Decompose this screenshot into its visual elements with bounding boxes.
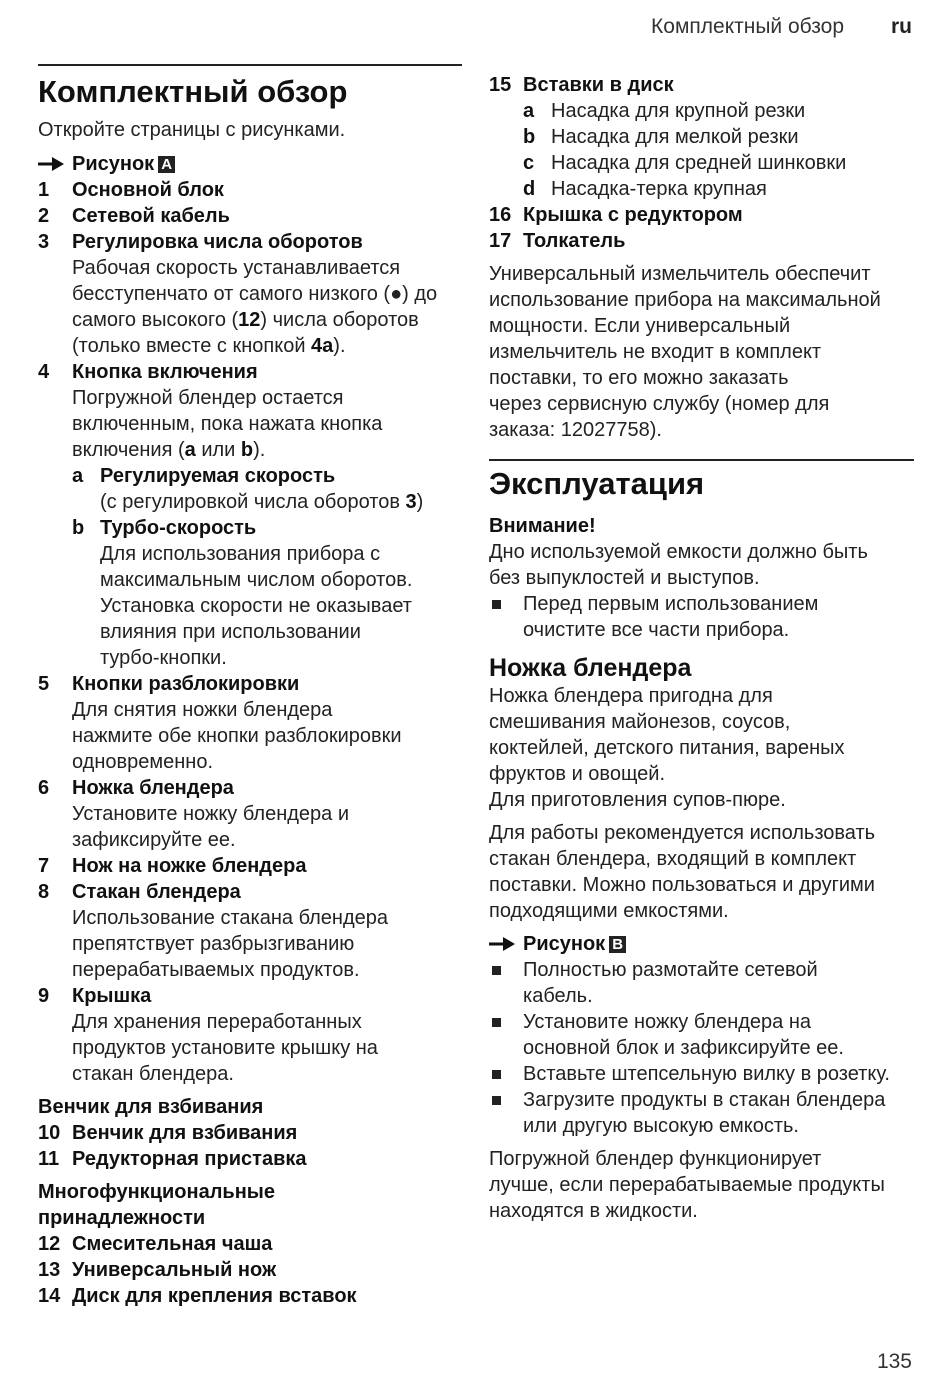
figure-label: Рисунок xyxy=(523,933,606,955)
item-label: Нож на ножке блендера xyxy=(72,855,307,877)
list-item xyxy=(489,202,914,228)
item-description: Установите ножку блендера и xyxy=(72,803,350,825)
item-label: Крышка с редуктором xyxy=(523,204,743,226)
running-header-title: Комплектный обзор xyxy=(651,15,844,38)
paragraph-line: стакан блендера, входящий в комплект xyxy=(489,848,857,870)
page-number: 135 xyxy=(876,1350,912,1373)
sub-description: Для использования прибора с xyxy=(100,543,381,565)
paragraph-line: Универсальный измельчитель обеспечит xyxy=(489,263,871,285)
section-rule xyxy=(38,64,462,66)
item-label: Основной блок xyxy=(72,179,224,201)
section-title-operation: Эксплуатация xyxy=(489,466,705,501)
item-label: Редукторная приставка xyxy=(72,1148,307,1170)
subsection-heading: Венчик для взбивания xyxy=(38,1096,264,1118)
section-title: Комплектный обзор xyxy=(38,74,348,109)
item-label: Толкатель xyxy=(523,230,626,252)
list-item xyxy=(38,177,462,203)
bullet-item: Вставьте штепсельную вилку в розетку. xyxy=(489,1061,914,1087)
sub-description: влияния при использовании xyxy=(100,621,361,643)
item-description: включенным, пока нажата кнопка xyxy=(72,413,383,435)
item-number: 4 xyxy=(38,361,50,383)
bullet-item: Полностью размотайте сетевой кабель. xyxy=(489,957,914,1009)
list-item xyxy=(38,775,462,801)
item-label: Кнопка включения xyxy=(72,361,258,383)
final-paragraph xyxy=(489,1146,914,1224)
sub-label: Насадка-терка крупная xyxy=(551,178,767,200)
list-item xyxy=(38,1257,462,1283)
item-number: 11 xyxy=(38,1148,60,1170)
item-number: 7 xyxy=(38,855,50,877)
paragraph-line: Ножка блендера пригодна для xyxy=(489,685,773,707)
item-number: 3 xyxy=(38,231,50,253)
sub-label: Насадка для крупной резки xyxy=(551,100,806,122)
bullet-item: Установите ножку блендера на основной блок и зафиксируйте ее. xyxy=(489,1009,914,1061)
sub-label: Насадка для средней шинковки xyxy=(551,152,847,174)
paragraph-line: подходящими емкостями. xyxy=(489,900,729,922)
sub-label: Регулируемая скорость xyxy=(100,465,336,487)
item-label: Кнопки разблокировки xyxy=(72,673,300,695)
item-number: 17 xyxy=(489,230,512,252)
figure-letter-badge: B xyxy=(609,936,626,953)
paragraph-line: находятся в жидкости. xyxy=(489,1200,698,1222)
paragraph-line: Погружной блендер функционирует xyxy=(489,1148,822,1170)
item-description: Для хранения переработанных xyxy=(72,1011,362,1033)
list-item xyxy=(38,1120,462,1146)
item-label: Вставки в диск xyxy=(523,74,674,96)
item-description: одновременно. xyxy=(72,751,214,773)
paragraph-line: смешивания майонезов, соусов, xyxy=(489,711,791,733)
list-item xyxy=(38,1283,462,1309)
item-number: 13 xyxy=(38,1259,61,1281)
sub-letter: d xyxy=(523,178,536,200)
list-item xyxy=(38,853,462,879)
sub-item xyxy=(523,98,914,124)
item-description: нажмите обе кнопки разблокировки xyxy=(72,725,402,747)
sub-description: турбо-кнопки. xyxy=(100,647,227,669)
paragraph-line: через сервисную службу (номер для xyxy=(489,393,830,415)
sub-letter: a xyxy=(523,100,535,122)
sub-letter: c xyxy=(523,152,535,174)
item-description: Погружной блендер остается xyxy=(72,387,344,409)
paragraph-line: фруктов и овощей. xyxy=(489,763,666,785)
sub-label: Турбо-скорость xyxy=(100,517,257,539)
item-description: Использование стакана блендера xyxy=(72,907,388,929)
item-description: Для снятия ножки блендера xyxy=(72,699,333,721)
universal-chopper-paragraph xyxy=(489,261,914,443)
list-item xyxy=(38,879,462,905)
item-number: 8 xyxy=(38,881,50,903)
subsection-title-blender: Ножка блендера xyxy=(489,654,692,682)
item-number: 9 xyxy=(38,985,50,1007)
item-description: включения (a или b). xyxy=(72,439,266,461)
item-label: Венчик для взбивания xyxy=(72,1122,298,1144)
attention-text: без выпуклостей и выступов. xyxy=(489,567,760,589)
sub-item xyxy=(523,124,914,150)
paragraph-line: коктейлей, детского питания, вареных xyxy=(489,737,845,759)
item-label: Смесительная чаша xyxy=(72,1233,273,1255)
item-description: продуктов установите крышку на xyxy=(72,1037,378,1059)
language-code: ru xyxy=(891,15,912,38)
paragraph-line: Для приготовления супов-пюре. xyxy=(489,789,786,811)
list-item xyxy=(38,359,462,385)
sub-item xyxy=(523,150,914,176)
paragraph-line: измельчитель не входит в комплект xyxy=(489,341,822,363)
item-label: Ножка блендера xyxy=(72,777,234,799)
square-bullet-icon xyxy=(492,600,501,609)
item-number: 14 xyxy=(38,1285,61,1307)
figure-reference-a xyxy=(38,151,462,177)
paragraph-line: заказа: 12027758). xyxy=(489,419,662,441)
item-description: препятствует разбрызгиванию xyxy=(72,933,355,955)
left-column xyxy=(38,0,462,1309)
arrow-right-icon xyxy=(489,937,515,951)
item-label: Диск для крепления вставок xyxy=(72,1285,357,1307)
paragraph-line: поставки, то его можно заказать xyxy=(489,367,789,389)
list-item xyxy=(38,203,462,229)
item-label: Крышка xyxy=(72,985,152,1007)
sub-letter: b xyxy=(72,517,85,539)
sub-item xyxy=(72,463,462,489)
square-bullet-icon xyxy=(492,1018,501,1027)
arrow-right-icon xyxy=(38,157,64,171)
subsection-heading: Многофункциональные xyxy=(38,1181,275,1203)
item-number: 16 xyxy=(489,204,512,226)
sub-letter: a xyxy=(72,465,84,487)
item-number: 15 xyxy=(489,74,512,96)
list-item xyxy=(38,229,462,255)
bullet-item: Загрузите продукты в стакан блендера или другую высокую емкость. xyxy=(489,1087,914,1139)
item-description: Рабочая скорость устанавливается xyxy=(72,257,401,279)
square-bullet-icon xyxy=(492,966,501,975)
paragraph-line: мощности. Если универсальный xyxy=(489,315,791,337)
list-item xyxy=(38,1231,462,1257)
sub-description: максимальным числом оборотов. xyxy=(100,569,413,591)
blender-paragraph xyxy=(489,683,914,813)
item-label: Универсальный нож xyxy=(72,1259,277,1281)
list-item xyxy=(38,983,462,1009)
right-column xyxy=(489,0,914,1224)
item-description: самого высокого (12) числа оборотов xyxy=(72,309,419,331)
item-number: 1 xyxy=(38,179,50,201)
item-label: Сетевой кабель xyxy=(72,205,230,227)
sub-description: Установка скорости не оказывает xyxy=(100,595,412,617)
list-item xyxy=(38,671,462,697)
section-rule xyxy=(489,459,914,461)
figure-letter-badge: A xyxy=(158,156,175,173)
paragraph-line: лучше, если перерабатываемые продукты xyxy=(489,1174,885,1196)
item-description: бесступенчато от самого низкого (●) до xyxy=(72,283,438,305)
item-description: (только вместе с кнопкой 4a). xyxy=(72,335,346,357)
item-description: стакан блендера. xyxy=(72,1063,234,1085)
item-number: 12 xyxy=(38,1233,61,1255)
item-description: зафиксируйте ее. xyxy=(72,829,236,851)
list-item xyxy=(489,72,914,98)
figure-label: Рисунок xyxy=(72,153,155,175)
intro-text: Откройте страницы с рисунками. xyxy=(38,119,346,141)
item-number: 2 xyxy=(38,205,50,227)
sub-label: Насадка для мелкой резки xyxy=(551,126,799,148)
paragraph-line: Для работы рекомендуется использовать xyxy=(489,822,876,844)
item-number: 10 xyxy=(38,1122,61,1144)
sub-item xyxy=(72,515,462,541)
item-number: 5 xyxy=(38,673,50,695)
list-item xyxy=(489,228,914,254)
attention-heading: Внимание! xyxy=(489,515,596,537)
item-label: Стакан блендера xyxy=(72,881,241,903)
attention-text: Дно используемой емкости должно быть xyxy=(489,541,868,563)
sub-item xyxy=(523,176,914,202)
square-bullet-icon xyxy=(492,1096,501,1105)
blender-paragraph xyxy=(489,820,914,924)
item-description: перерабатываемых продуктов. xyxy=(72,959,360,981)
list-item xyxy=(38,1146,462,1172)
sub-letter: b xyxy=(523,126,536,148)
sub-description: (с регулировкой числа оборотов 3) xyxy=(100,491,424,513)
item-label: Регулировка числа оборотов xyxy=(72,231,363,253)
paragraph-line: поставки. Можно пользоваться и другими xyxy=(489,874,875,896)
subsection-heading: принадлежности xyxy=(38,1207,206,1229)
figure-reference-b xyxy=(489,931,914,957)
square-bullet-icon xyxy=(492,1070,501,1079)
item-number: 6 xyxy=(38,777,50,799)
bullet-item: Перед первым использованием очистите все части прибора. xyxy=(489,591,914,643)
paragraph-line: использование прибора на максимальной xyxy=(489,289,881,311)
